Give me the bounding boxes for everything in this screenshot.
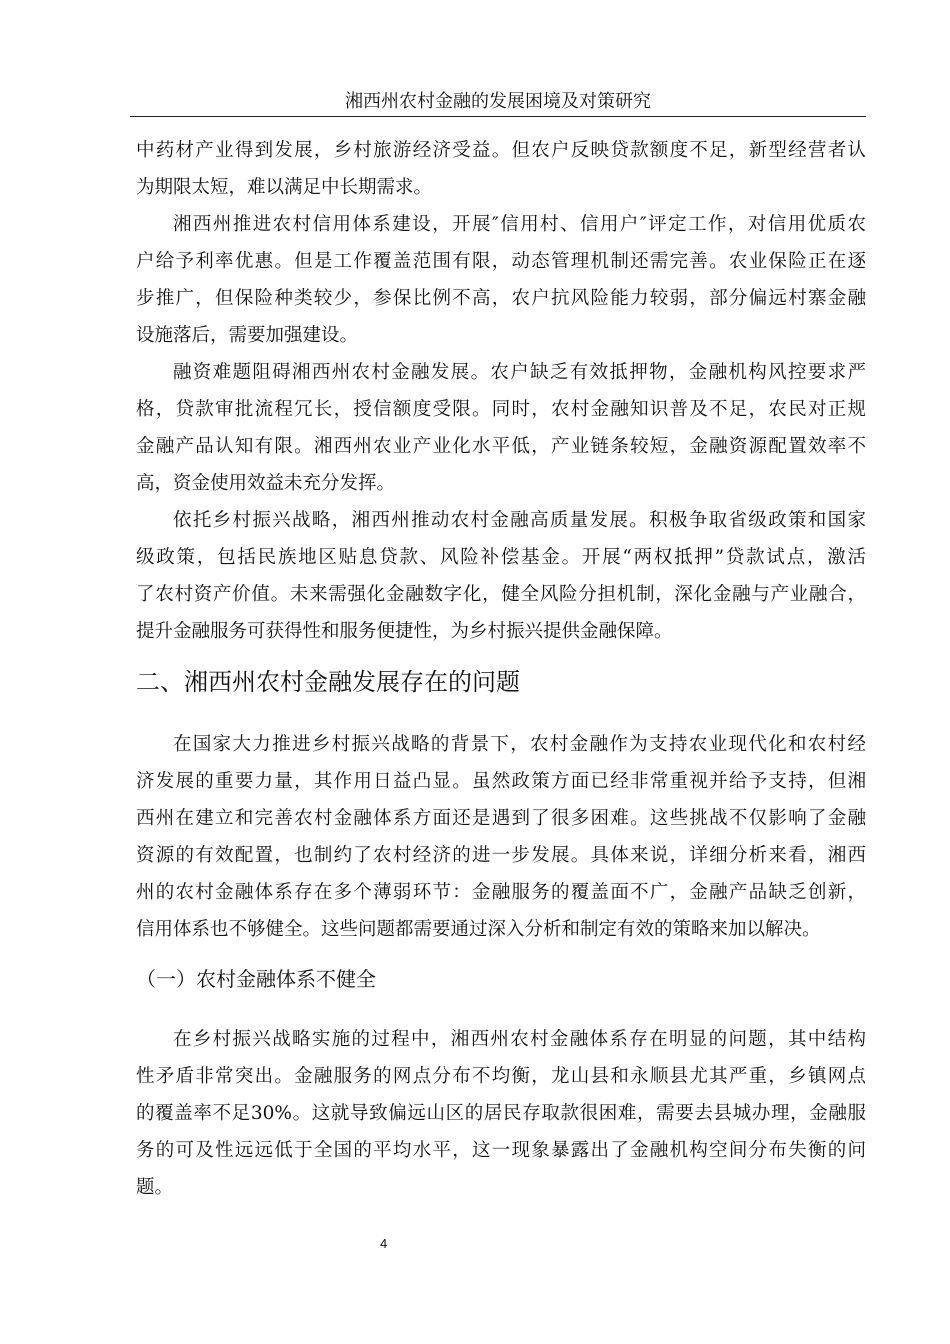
- subsection-heading: （一）农村金融体系不健全: [136, 967, 376, 991]
- text-line: 融资难题阻碍湘西州农村金融发展。农户缺乏有效抵押物，金融机构风控要求严: [173, 362, 866, 383]
- text-line: 务的可及性远远低于全国的平均水平，这一现象暴露出了金融机构空间分布失衡的问: [136, 1140, 866, 1161]
- text-line: 格，贷款审批流程冗长，授信额度受限。同时，农村金融知识普及不足，农民对正规: [136, 399, 866, 420]
- page-number: 4: [380, 1236, 388, 1251]
- text-line: 中药材产业得到发展，乡村旅游经济受益。但农户反映贷款额度不足，新型经营者认: [136, 140, 866, 161]
- paragraph: [136, 132, 866, 206]
- text-line: 设施落后，需要加强建设。: [136, 325, 359, 346]
- text-line: 西州在建立和完善农村金融体系方面还是遇到了很多困难。这些挑战不仅影响了金融: [136, 808, 866, 829]
- text-line: 提升金融服务可获得性和服务便捷性，为乡村振兴提供金融保障。: [136, 621, 673, 642]
- text-line: 信用体系也不够健全。这些问题都需要通过深入分析和制定有效的策略来加以解决。: [136, 919, 821, 940]
- text-line: 级政策，包括民族地区贴息贷款、风险补偿基金。开展“两权抵押”贷款试点，激活: [136, 547, 866, 568]
- text-line: 在国家大力推进乡村振兴战略的背景下，农村金融作为支持农业现代化和农村经: [173, 734, 866, 755]
- text-line: 性矛盾非常突出。金融服务的网点分布不均衡，龙山县和永顺县尤其严重，乡镇网点: [136, 1066, 866, 1087]
- running-header: 湘西州农村金融的发展困境及对策研究: [345, 91, 651, 112]
- paragraph: [136, 354, 866, 502]
- header-rule: [130, 116, 866, 117]
- text-line: 的覆盖率不足30%。这就导致偏远山区的居民存取款很困难，需要去县城办理，金融服: [136, 1103, 866, 1124]
- text-line: 湘西州推进农村信用体系建设，开展″信用村、信用户″评定工作，对信用优质农: [173, 214, 866, 235]
- text-line: 济发展的重要力量，其作用日益凸显。虽然政策方面已经非常重视并给予支持，但湘: [136, 771, 866, 792]
- text-line: 步推广，但保险种类较少，参保比例不高，农户抗风险能力较弱，部分偏远村寨金融: [136, 288, 866, 309]
- paragraph: [136, 1021, 866, 1206]
- paragraph: [136, 726, 866, 948]
- paragraph: [136, 206, 866, 354]
- text-line: 金融产品认知有限。湘西州农业产业化水平低，产业链条较短，金融资源配置效率不: [136, 436, 866, 457]
- text-line: 资源的有效配置，也制约了农村经济的进一步发展。具体来说，详细分析来看，湘西: [136, 845, 866, 866]
- section1-body: [136, 132, 866, 650]
- text-line: 题。: [136, 1177, 174, 1198]
- text-line: 依托乡村振兴战略，湘西州推动农村金融高质量发展。积极争取省级政策和国家: [173, 510, 866, 531]
- text-line: 了农村资产价值。未来需强化金融数字化，健全风险分担机制，深化金融与产业融合，: [136, 584, 866, 605]
- text-line: 在乡村振兴战略实施的过程中，湘西州农村金融体系存在明显的问题，其中结构: [173, 1029, 866, 1050]
- text-line: 户给予利率优惠。但是工作覆盖范围有限，动态管理机制还需完善。农业保险正在逐: [136, 251, 866, 272]
- text-line: 为期限太短，难以满足中长期需求。: [136, 177, 433, 198]
- paragraph: [136, 502, 866, 650]
- section-heading: 二、湘西州农村金融发展存在的问题: [136, 668, 520, 696]
- text-line: 州的农村金融体系存在多个薄弱环节：金融服务的覆盖面不广，金融产品缺乏创新，: [136, 882, 866, 903]
- text-line: 高，资金使用效益未充分发挥。: [136, 473, 396, 494]
